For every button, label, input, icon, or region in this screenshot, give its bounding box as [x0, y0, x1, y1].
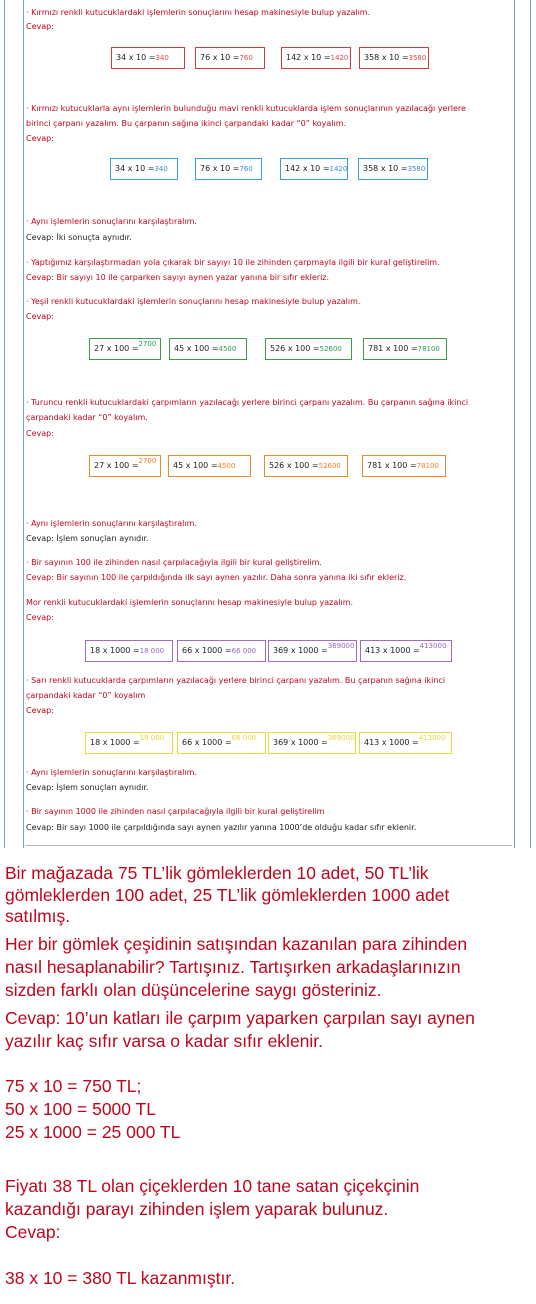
result: 18 000	[139, 647, 165, 655]
blue-box-1	[110, 158, 178, 180]
expr: 27 x 100 =	[94, 344, 139, 353]
red-box-1	[111, 47, 185, 69]
expr: 34 x 10 =	[115, 164, 155, 173]
result: 413000	[418, 734, 446, 742]
expr: 413 x 1000 =	[364, 738, 419, 747]
expr: 76 x 10 =	[200, 164, 240, 173]
problem-1-answer-line: Cevap: 10’un katları ile çarpım yaparken çarpılan sayı aynen	[5, 1008, 475, 1028]
result: 2700	[138, 340, 157, 348]
expr: 358 x 10 =	[364, 53, 409, 62]
problem-1-line: Bir mağazada 75 TL’lik gömleklerden 10 adet, 50 TL’lik	[5, 863, 429, 883]
result: 18 000	[139, 734, 165, 742]
frame-line-left-inner	[23, 0, 24, 848]
instruction-compare: · Aynı işlemlerin sonuçlarını karşılaştıralım.	[26, 768, 197, 777]
answer-label: Cevap:	[26, 706, 54, 715]
result: 78100	[417, 345, 440, 353]
problem-1-line: nasıl hesaplanabilir? Tartışınız. Tartışırken arkadaşlarınızın	[5, 957, 461, 977]
purple-box-1	[85, 640, 173, 662]
expr: 526 x 100 =	[270, 344, 320, 353]
answer-text: Cevap: Bir sayıyı 10 ile çarparken sayıyı aynen yazar yanına bir sıfır ekleriz.	[26, 273, 330, 282]
expr: 45 x 100 =	[174, 344, 219, 353]
expr: 142 x 10 =	[285, 164, 330, 173]
expr: 45 x 100 =	[173, 461, 218, 470]
orange-box-3	[264, 455, 348, 477]
green-box-2	[169, 338, 247, 360]
red-box-4	[359, 47, 429, 69]
result: 369000	[327, 642, 355, 650]
expr: 142 x 10 =	[286, 53, 331, 62]
expr: 781 x 100 =	[367, 461, 417, 470]
instruction-red-boxes: · Kırmızı renkli kutucuklardaki işlemlerin sonuçlarını hesap makinesiyle bulup yazalım.	[26, 8, 371, 17]
problem-2-answer: 38 x 10 = 380 TL kazanmıştır.	[5, 1268, 236, 1288]
result: 340	[154, 165, 168, 173]
expr: 76 x 10 =	[200, 53, 240, 62]
problem-1-line: Her bir gömlek çeşidinin satışından kazanılan para zihinden	[5, 934, 468, 954]
expr: 27 x 100 =	[94, 461, 139, 470]
answer-text: Cevap: Bir sayının 100 ile çarpıldığında ilk sayı aynen yazılır. Daha sonra yanına iki sıfır ekleriz.	[26, 573, 407, 582]
result: 3580	[408, 54, 427, 62]
red-box-2	[195, 47, 265, 69]
purple-box-4	[360, 640, 452, 662]
result: 52600	[319, 345, 342, 353]
calc-line: 25 x 1000 = 25 000 TL	[5, 1122, 181, 1142]
blue-box-2	[195, 158, 262, 180]
calc-line: 50 x 100 = 5000 TL	[5, 1099, 156, 1119]
orange-box-1	[89, 455, 161, 477]
expr: 413 x 1000 =	[365, 646, 420, 655]
problem-2-line: Fiyatı 38 TL olan çiçeklerden 10 tane satan çiçekçinin	[5, 1176, 420, 1196]
expr: 526 x 100 =	[269, 461, 319, 470]
instruction-yellow-line2: çarpandaki kadar “0” koyalım	[26, 691, 146, 700]
result: 340	[155, 54, 169, 62]
answer-label: Cevap:	[26, 22, 54, 31]
instruction-blue-line1: · Kırmızı kutucuklarla aynı işlemlerin bulunduğu mavi renkli kutucuklarda işlem sonuçlarının yazılacağı yerlere	[26, 104, 466, 113]
expr: 18 x 1000 =	[90, 738, 140, 747]
result: 1420	[330, 54, 349, 62]
result: 66 000	[231, 647, 257, 655]
answer-label: Cevap:	[26, 134, 54, 143]
expr: 34 x 10 =	[116, 53, 156, 62]
orange-box-2	[168, 455, 251, 477]
problem-2-line: kazandığı parayı zihinden işlem yaparak bulunuz.	[5, 1199, 389, 1219]
problem-1-line: satılmış.	[5, 906, 71, 926]
yellow-box-2	[177, 732, 266, 754]
instruction-rule-100: · Bir sayının 100 ile zihinden nasıl çarpılacağıyla ilgili bir kural geliştirelim.	[26, 558, 322, 567]
instruction-rule-10: · Yaptığımız karşılaştırmadan yola çıkarak bir sayıyı 10 ile zihinden çarpmayla ilgili bir kural geliştirelim.	[26, 258, 440, 267]
answer-label: Cevap:	[26, 312, 54, 321]
instruction-compare: · Aynı işlemlerin sonuçlarını karşılaştıralım.	[26, 217, 197, 226]
result: 369000	[327, 734, 355, 742]
frame-line-right	[514, 0, 515, 848]
problem-1-line: sizden farklı olan düşüncelerine saygı gösteriniz.	[5, 980, 382, 1000]
expr: 66 x 1000 =	[182, 738, 232, 747]
answer-text: Cevap: İşlem sonuçları aynıdır.	[26, 783, 149, 792]
instruction-compare: · Aynı işlemlerin sonuçlarını karşılaştıralım.	[26, 519, 197, 528]
frame-line-bottom	[26, 845, 512, 846]
result: 2700	[138, 457, 157, 465]
answer-text: Cevap: Bir sayı 1000 ile çarpıldığında sayı aynen yazılır yanına 1000’de olduğu kadar sıfır eklenir.	[26, 823, 417, 832]
problem-2-answer-label: Cevap:	[5, 1222, 61, 1242]
instruction-blue-line2: birinci çarpanı yazalım. Bu çarpanın sağına ikinci çarpandaki kadar “0” koyalım.	[26, 119, 347, 128]
purple-box-3	[268, 640, 357, 662]
yellow-box-3	[268, 732, 356, 754]
green-box-4	[363, 338, 447, 360]
answer-text: Cevap: İki sonuçta aynıdır.	[26, 233, 132, 242]
answer-label: Cevap:	[26, 429, 54, 438]
expr: 781 x 100 =	[368, 344, 418, 353]
green-box-1	[89, 338, 161, 360]
problem-1-line: gömleklerden 100 adet, 25 TL’lik gömleklerden 1000 adet	[5, 884, 450, 905]
expr: 18 x 1000 =	[90, 646, 140, 655]
blue-box-3	[280, 158, 348, 180]
instruction-orange-line1: · Turuncu renkli kutucuklardaki çarpımların yazılacağı yerlere birinci çarpanı yazalım. Bu çarpanın sağına ikinci	[26, 398, 469, 407]
answer-text: Cevap: İşlem sonuçları aynıdır.	[26, 534, 149, 543]
result: 3580	[407, 165, 426, 173]
green-box-3	[265, 338, 352, 360]
result: 4500	[217, 462, 236, 470]
instruction-rule-1000: · Bir sayının 1000 ile zihinden nasıl çarpılacağıyla ilgili bir kural geliştirelim	[26, 807, 325, 816]
answer-label: Cevap:	[26, 613, 54, 622]
result: 66 000	[231, 734, 257, 742]
result: 1420	[329, 165, 348, 173]
yellow-box-4	[359, 732, 452, 754]
red-box-3	[281, 47, 351, 69]
expr: 358 x 10 =	[363, 164, 408, 173]
frame-line-right-outer	[530, 0, 531, 848]
yellow-box-1	[85, 732, 173, 754]
instruction-green-boxes: · Yeşil renkli kutucuklardaki işlemlerin sonuçlarını hesap makinesiyle bulup yazalım.	[26, 297, 361, 306]
instruction-purple-boxes: Mor renkli kutucuklardaki işlemlerin sonuçlarını hesap makinesiyle bulup yazalım.	[26, 598, 354, 607]
calc-line: 75 x 10 = 750 TL;	[5, 1076, 142, 1096]
result: 760	[239, 54, 253, 62]
problem-1-answer-line: yazılır kaç sıfır varsa o kadar sıfır eklenir.	[5, 1031, 324, 1051]
expr: 369 x 1000 =	[273, 738, 328, 747]
purple-box-2	[177, 640, 266, 662]
orange-box-4	[362, 455, 446, 477]
frame-line-left	[4, 0, 5, 848]
blue-box-4	[358, 158, 428, 180]
instruction-yellow-line1: · Sarı renkli kutucuklarda çarpımların yazılacağı yerlere birinci çarpanı yazalım. Bu çarpanın sağına ikinci	[26, 676, 446, 685]
result: 760	[239, 165, 253, 173]
expr: 66 x 1000 =	[182, 646, 232, 655]
instruction-orange-line2: çarpandaki kadar “0” koyalım.	[26, 413, 148, 422]
expr: 369 x 1000 =	[273, 646, 328, 655]
result: 4500	[218, 345, 237, 353]
result: 78100	[416, 462, 439, 470]
result: 413000	[419, 642, 447, 650]
result: 52600	[318, 462, 341, 470]
